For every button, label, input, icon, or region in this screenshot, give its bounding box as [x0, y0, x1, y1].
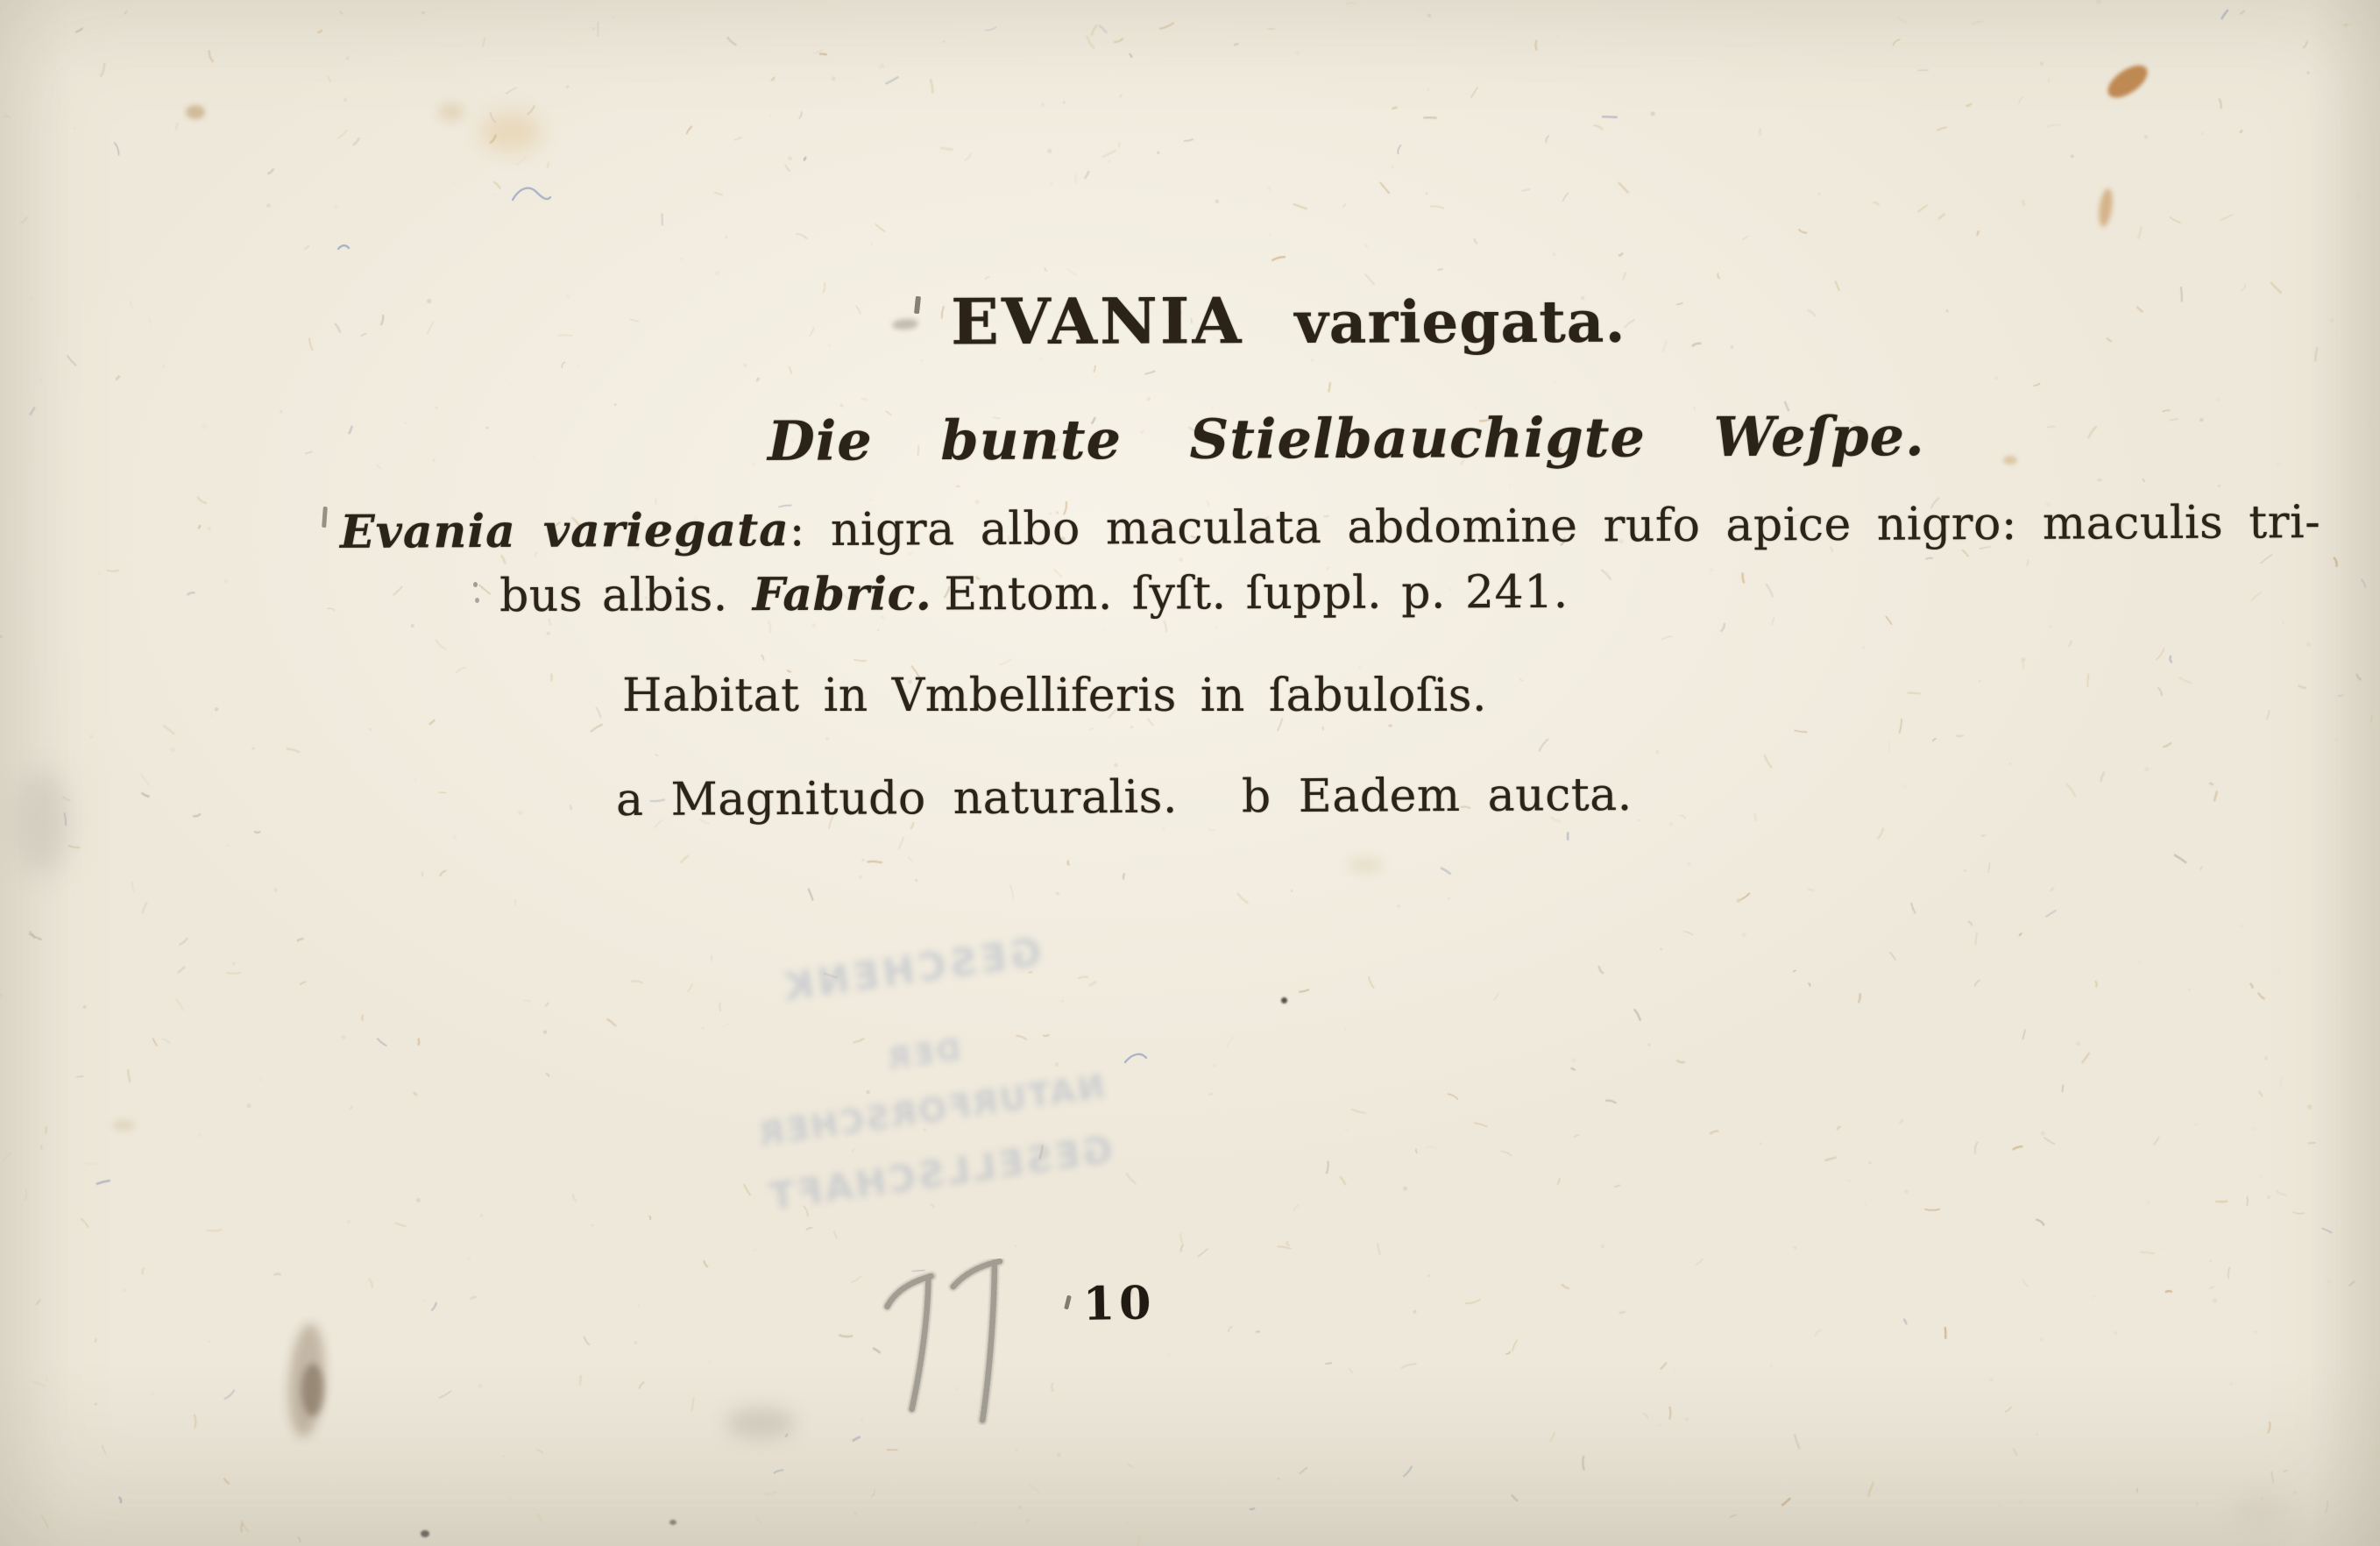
figure-a-label: a: [615, 773, 644, 827]
figure-b-text: Eadem aucta.: [1298, 768, 1633, 823]
species-epithet: variegata.: [1294, 287, 1626, 357]
genus-name: EVANIA: [950, 283, 1244, 359]
stamp-line: GESELLSCHAFT: [764, 1127, 1116, 1219]
figure-caption: [615, 768, 1633, 827]
stamp-line: GESCHENK: [777, 929, 1045, 1011]
german-common-name: Die bunte Stielbauchigte Weſpe.: [767, 404, 1925, 473]
stamp-line: NATURFORSCHER: [754, 1067, 1108, 1154]
diagnosis-line-1: [339, 496, 2321, 559]
stamp-line: DER: [882, 1032, 964, 1078]
figure-b-label: b: [1241, 770, 1271, 824]
author-abbreviation: Fabric.: [752, 567, 932, 622]
figure-a-text: Magnitudo naturalis.: [670, 770, 1179, 826]
stray-ink-mark: [473, 582, 478, 587]
stray-ink-mark: [475, 598, 479, 603]
pencil-77-strokes: [878, 1259, 1036, 1425]
diagnosis-continuation: bus albis.: [499, 569, 728, 623]
reference-citation: Entom. ſyſt. ſuppl. p. 241.: [944, 565, 1569, 621]
diagnosis-lead: Evania variegata: [339, 503, 790, 559]
pencil-number-annotation: [878, 1259, 1036, 1425]
diagnosis-line-2: [499, 565, 1569, 623]
printed-plate-number: 10: [1082, 1276, 1156, 1331]
diagnosis-rest: : nigra albo maculata abdomine rufo apice nigro: maculis tri-: [789, 496, 2321, 557]
habitat-note: Habitat in Vmbelliferis in ſabuloſis.: [622, 670, 1487, 722]
species-heading: [950, 283, 1626, 359]
